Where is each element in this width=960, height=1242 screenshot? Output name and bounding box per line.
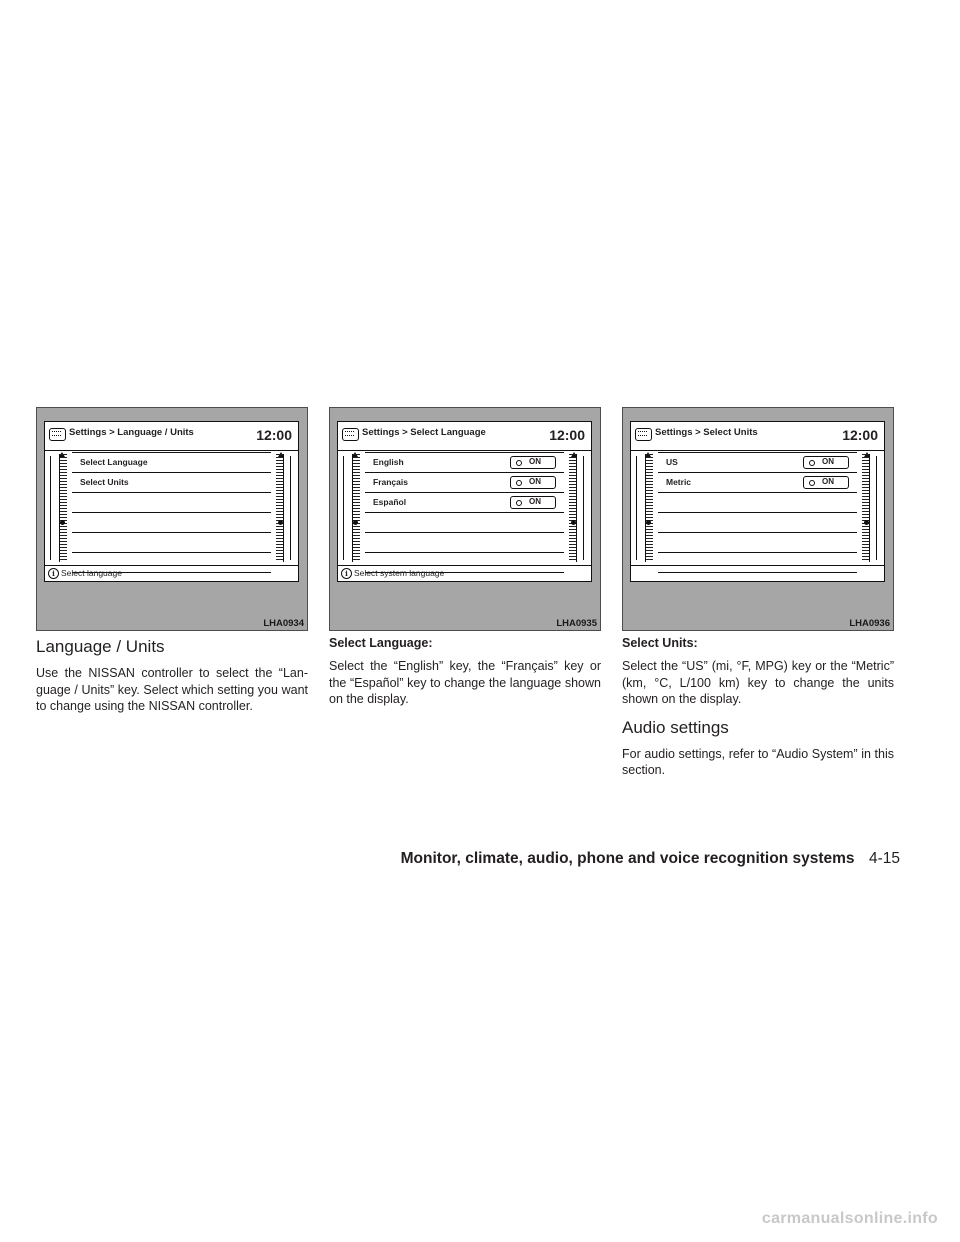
info-icon: i (48, 568, 59, 579)
right-scroll-scale[interactable] (862, 454, 870, 562)
screen-title: Settings > Language / Units (69, 427, 194, 438)
column-1 (36, 407, 308, 715)
figure-code: LHA0934 (263, 618, 304, 629)
page-footer (401, 850, 900, 868)
menu-row-label: Select Language (80, 457, 148, 467)
radio-indicator-icon (809, 460, 815, 466)
menu-row-label: Metric (666, 477, 692, 487)
navigation-screen (337, 421, 592, 582)
navigation-screen (630, 421, 885, 582)
scroll-position-dot-icon (571, 520, 576, 525)
right-edge-line (876, 456, 879, 560)
on-button-label: ON (529, 457, 541, 466)
menu-list (658, 452, 857, 573)
page-number: 4-15 (868, 850, 900, 867)
language-units-paragraph: Use the NISSAN controller to select the “Lan- guage / Units” key. Select which setting you want to change using the NISSAN controller. (36, 666, 308, 713)
right-scroll-scale[interactable] (276, 454, 284, 562)
clock: 12:00 (842, 427, 878, 443)
menu-row-label: Select Units (80, 477, 129, 487)
hint-text: Select system language (354, 568, 445, 578)
clock: 12:00 (256, 427, 292, 443)
on-button[interactable] (510, 496, 556, 509)
menu-row-label: Español (373, 497, 407, 507)
radio-indicator-icon (809, 480, 815, 486)
scroll-position-dot-icon (60, 520, 65, 525)
scroll-position-dot-icon (864, 520, 869, 525)
menu-row[interactable] (658, 473, 857, 493)
hint-bar (631, 565, 884, 581)
hint-bar (45, 565, 298, 581)
menu-row[interactable] (72, 513, 271, 533)
menu-row[interactable] (658, 513, 857, 533)
right-edge-line (290, 456, 293, 560)
navigation-screen (44, 421, 299, 582)
menu-row[interactable] (365, 493, 564, 513)
hint-text: Select language (61, 568, 122, 578)
column-2 (329, 407, 601, 708)
on-button[interactable] (803, 456, 849, 469)
audio-settings-paragraph: For audio settings, refer to “Audio System” in this section. (622, 746, 894, 777)
right-edge-line (583, 456, 586, 560)
on-button-label: ON (822, 457, 834, 466)
radio-indicator-icon (516, 500, 522, 506)
menu-row[interactable] (365, 453, 564, 473)
watermark: carmanualsonline.info (761, 1210, 938, 1227)
menu-row-label: US (666, 457, 678, 467)
figure-code: LHA0936 (849, 618, 890, 629)
subheading-select-units: Select Units: (622, 636, 698, 650)
title-bar (45, 422, 298, 451)
hint-bar (338, 565, 591, 581)
left-edge-line (50, 456, 53, 560)
on-button-label: ON (822, 477, 834, 486)
menu-row[interactable] (658, 453, 857, 473)
on-button-label: ON (529, 477, 541, 486)
figure-code: LHA0935 (556, 618, 597, 629)
scroll-position-dot-icon (278, 520, 283, 525)
left-edge-line (343, 456, 346, 560)
figure-lha0936 (622, 407, 894, 631)
menu-keyboard-icon (635, 428, 652, 441)
menu-keyboard-icon (342, 428, 359, 441)
menu-row[interactable] (72, 453, 271, 473)
left-scroll-scale[interactable] (59, 454, 67, 562)
menu-list (72, 452, 271, 573)
info-icon: i (341, 568, 352, 579)
footer-chapter-title: Monitor, climate, audio, phone and voice recognition systems (400, 850, 855, 867)
menu-keyboard-icon (49, 428, 66, 441)
radio-indicator-icon (516, 460, 522, 466)
menu-row-label: English (373, 457, 404, 467)
menu-row[interactable] (658, 493, 857, 513)
screen-title: Settings > Select Language (362, 427, 486, 438)
radio-indicator-icon (516, 480, 522, 486)
menu-row[interactable] (72, 473, 271, 493)
scroll-position-dot-icon (646, 520, 651, 525)
left-edge-line (636, 456, 639, 560)
on-button[interactable] (510, 456, 556, 469)
menu-row[interactable] (658, 533, 857, 553)
select-units-paragraph: Select the “US” (mi, °F, MPG) key or the “Metric” (km, °C, L/100 km) key to change the units shown on the display. (622, 659, 894, 706)
on-button-label: ON (529, 497, 541, 506)
menu-row[interactable] (365, 513, 564, 533)
figure-lha0934 (36, 407, 308, 631)
menu-row[interactable] (365, 533, 564, 553)
select-language-paragraph: Select the “English” key, the “Français” key or the “Español” key to change the language shown on the display. (329, 659, 601, 706)
menu-list (365, 452, 564, 573)
on-button[interactable] (803, 476, 849, 489)
section-title-audio-settings: Audio settings (622, 717, 729, 737)
section-title-language-units: Language / Units (36, 637, 165, 656)
subheading-select-language: Select Language: (329, 636, 433, 650)
right-scroll-scale[interactable] (569, 454, 577, 562)
left-scroll-scale[interactable] (352, 454, 360, 562)
column-3 (622, 407, 894, 779)
figure-lha0935 (329, 407, 601, 631)
menu-row-label: Français (373, 477, 408, 487)
on-button[interactable] (510, 476, 556, 489)
menu-row[interactable] (365, 473, 564, 493)
screen-title: Settings > Select Units (655, 427, 758, 438)
title-bar (338, 422, 591, 451)
menu-row[interactable] (72, 493, 271, 513)
scroll-position-dot-icon (353, 520, 358, 525)
title-bar (631, 422, 884, 451)
menu-row[interactable] (72, 533, 271, 553)
clock: 12:00 (549, 427, 585, 443)
left-scroll-scale[interactable] (645, 454, 653, 562)
